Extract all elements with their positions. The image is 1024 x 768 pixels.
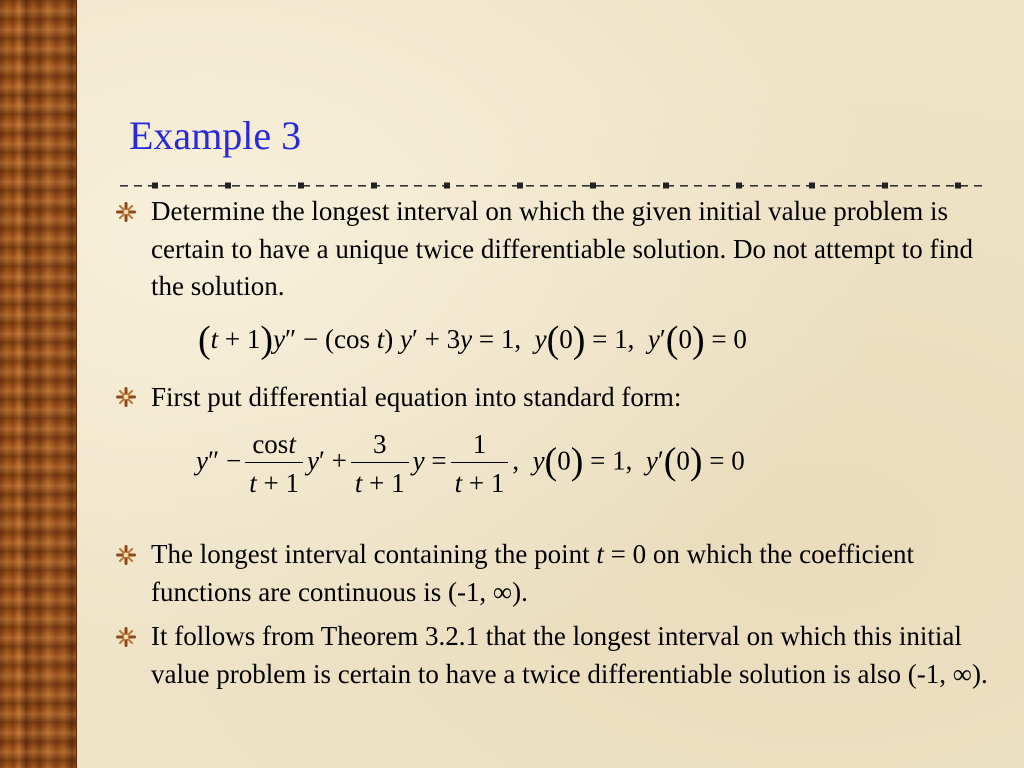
wood-border-strip <box>0 0 77 768</box>
bullet-text-standard-form: First put differential equation into standard form: <box>151 382 682 412</box>
equation-standard-form: y″ − $\frac{\cos t}{t + 1}$ y′ + $\frac{3}{t + 1}$ y = $\frac{1}{t + 1}$ , y(0) = 1, y′(0) = 0 <box>196 429 745 498</box>
asterisk-star-icon <box>116 627 136 647</box>
bullet-3-after: = 0 on which the coefficient functions are continuous is (-1, ∞). <box>151 539 915 607</box>
bullet-text-theorem: It follows from Theorem 3.2.1 that the longest interval on which this initial value problem is certain to have a twice differentiable solution is also (-1, ∞). <box>151 621 988 689</box>
asterisk-star-icon <box>116 202 136 222</box>
slide-title: Example 3 <box>129 113 302 158</box>
bullet-3-before: The longest interval containing the point <box>151 539 597 569</box>
bullet-text-determine: Determine the longest interval on which the given initial value problem is certain to have a unique twice differentiable solution. Do not attempt to find the solution. <box>151 196 974 301</box>
equation-original: (t + 1)y″ − (cos t) y′ + 3y = 1, y(0) = 1, y′(0) = 0 <box>198 319 747 361</box>
bullet-3-var: t <box>596 539 604 569</box>
asterisk-star-icon <box>116 545 136 565</box>
bullet-text-longest-interval <box>151 536 996 611</box>
asterisk-star-icon <box>116 387 136 407</box>
